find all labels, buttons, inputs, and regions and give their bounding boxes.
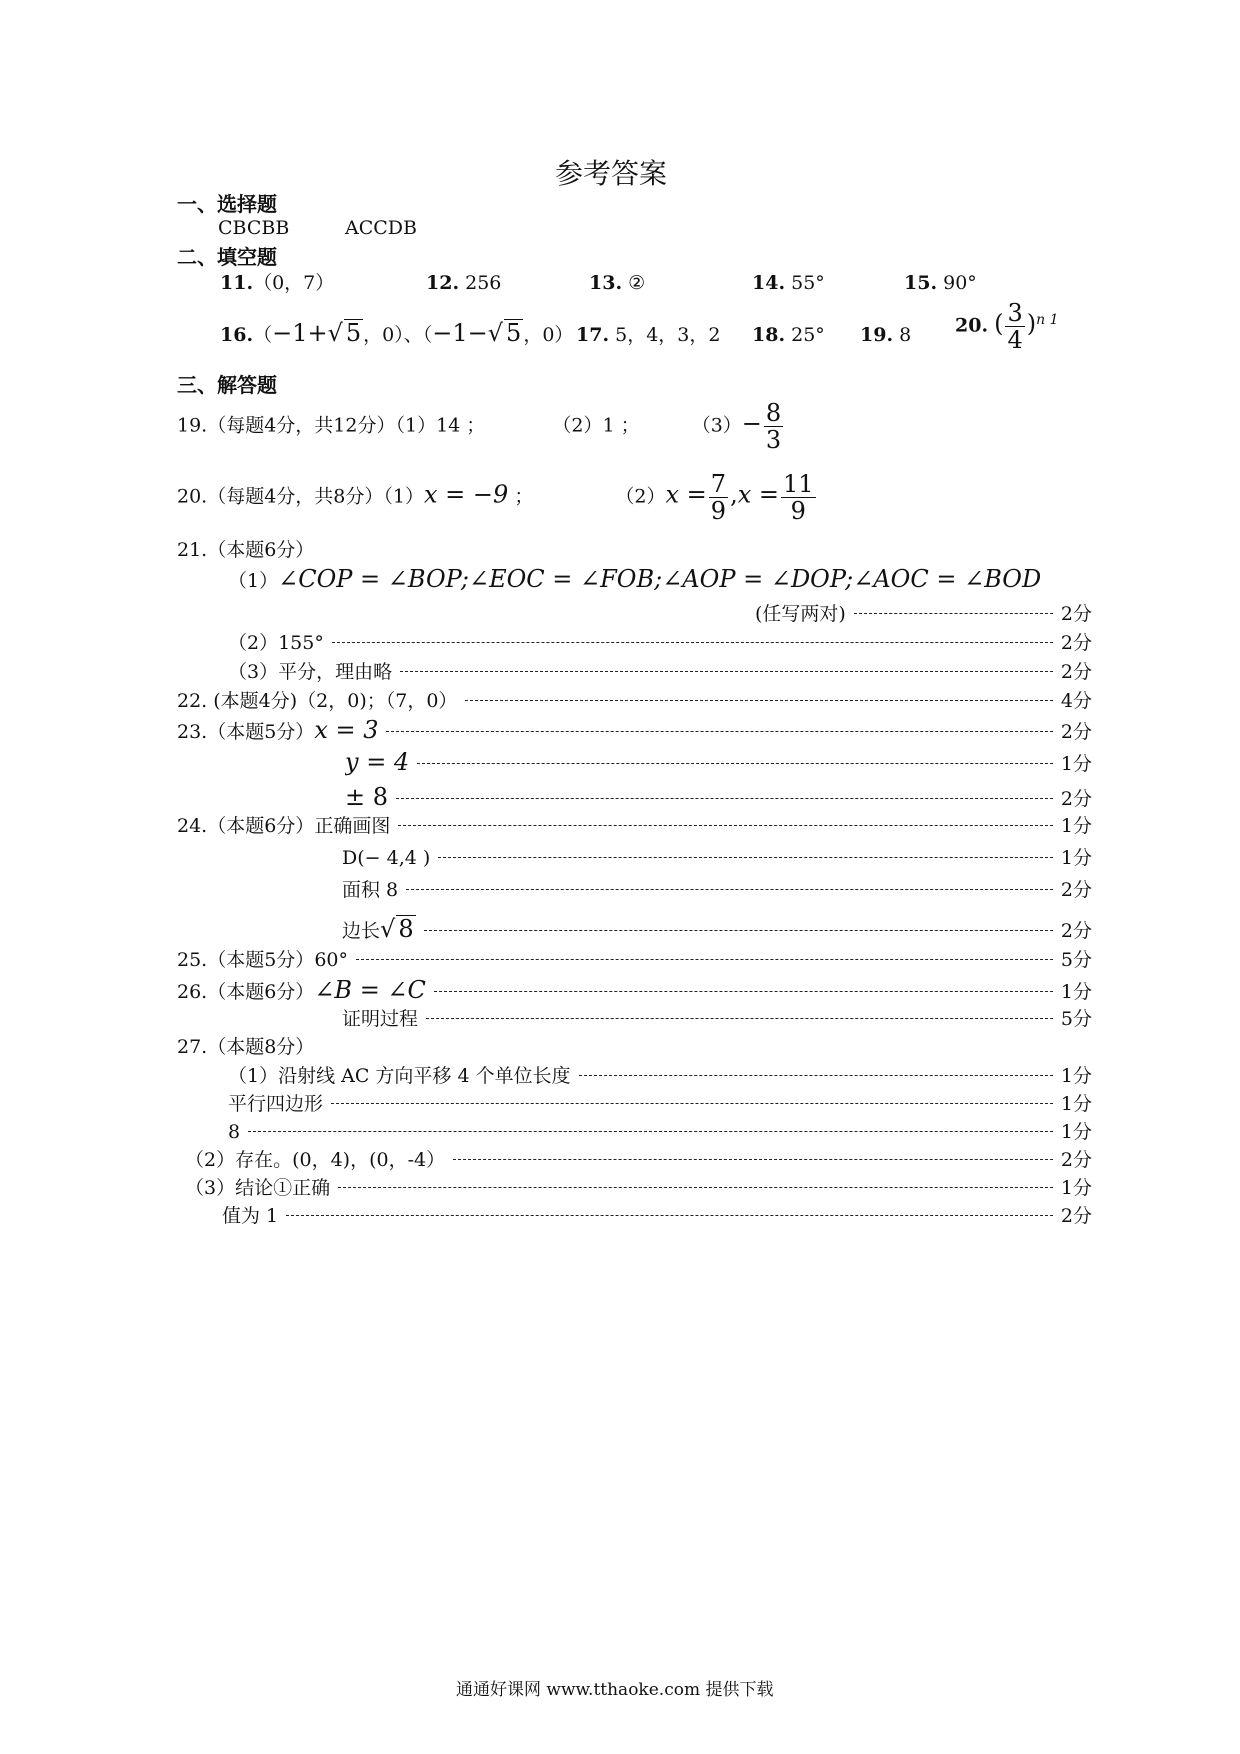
- q20-lead: 20.（每题4分，共8分）（1）: [177, 485, 424, 508]
- dashed-leader: [406, 889, 1053, 890]
- q23-c: ± 8: [345, 784, 389, 811]
- q27-d: （2）存在。(0，4)，(0，-4）: [185, 1149, 446, 1171]
- sqrt-icon: √: [327, 319, 343, 347]
- q14-answer: 55°: [791, 272, 825, 294]
- q16-minus-one-minus: −1−: [432, 319, 488, 347]
- q22-text: 22. (本题4分)（2，0)；（7，0）: [177, 690, 458, 712]
- q26-b-points: 5分: [1060, 1008, 1092, 1030]
- q24-row-d: [342, 915, 1092, 944]
- q24-row-c: [342, 877, 1092, 903]
- q20-frac1-den: 9: [710, 497, 727, 525]
- q22-points: 4分: [1060, 690, 1092, 712]
- q27-b: 平行四边形: [228, 1093, 324, 1115]
- fill-q12: [426, 270, 501, 296]
- dashed-leader: [854, 613, 1053, 614]
- dashed-leader: [434, 991, 1053, 992]
- q24-b-points: 1分: [1060, 847, 1092, 869]
- q21-p3: （3）平分，理由略: [228, 661, 393, 683]
- q27-head: 27.（本题8分）: [177, 1036, 315, 1058]
- dashed-leader: [332, 642, 1053, 643]
- dashed-leader: [400, 671, 1053, 672]
- q24-d-points: 2分: [1060, 920, 1092, 942]
- q21-note-row: [755, 601, 1092, 627]
- q24-c: 面积 8: [342, 879, 399, 901]
- q27-row-e: [185, 1175, 1092, 1201]
- q27-row-b: [228, 1091, 1092, 1117]
- q27-f-points: 2分: [1060, 1205, 1092, 1227]
- sqrt-icon: √: [487, 319, 504, 347]
- q20-frac-2: [781, 471, 816, 524]
- q20-fraction: [1005, 300, 1024, 353]
- dashed-leader: [438, 857, 1053, 858]
- fill-q14: [752, 270, 825, 296]
- q24-b: D(− 4,4 ): [342, 847, 431, 869]
- q11-answer: （0，7）: [253, 272, 335, 294]
- q20-x1: x = −9: [423, 480, 509, 509]
- q24-d: 边长: [342, 920, 381, 942]
- q12-num: 12.: [426, 272, 460, 294]
- q20-frac1-num: 7: [710, 470, 727, 498]
- q25-head: 25.（本题5分）: [177, 949, 315, 971]
- choice-answers-2: ACCDB: [345, 217, 417, 239]
- q17-num: 17.: [576, 324, 610, 346]
- q20-exponent: n 1: [1036, 312, 1059, 329]
- q20-semicolon: ；: [514, 485, 534, 508]
- dashed-leader: [338, 1187, 1053, 1188]
- q19-numerator: 8: [765, 399, 782, 427]
- q20-rparen: ): [1026, 309, 1037, 338]
- q27-row-a: [228, 1063, 1092, 1089]
- q19-answer: 8: [899, 324, 912, 346]
- q23-head: 23.（本题5分）: [177, 721, 315, 743]
- q16-part-a: （: [253, 324, 273, 346]
- q27-row-d: [185, 1147, 1092, 1173]
- section-header-fill: 二、填空题: [177, 245, 277, 269]
- q21-p1-label: （1）: [228, 570, 279, 592]
- section-header-solutions: 三、解答题: [177, 373, 277, 397]
- q23-a: x = 3: [314, 717, 379, 744]
- q27-e-points: 1分: [1060, 1177, 1092, 1199]
- q24-row-a: [177, 813, 1092, 839]
- dashed-leader: [286, 1215, 1053, 1216]
- q21-p2-points: 2分: [1060, 632, 1092, 654]
- q19-part2: （2）1 ；: [552, 414, 640, 437]
- dashed-leader: [426, 1018, 1053, 1019]
- dashed-leader: [465, 700, 1052, 701]
- q20-numerator: 3: [1007, 299, 1023, 327]
- q16-part-b: ，0）、（: [363, 324, 433, 346]
- q23-c-points: 2分: [1060, 788, 1092, 810]
- q20-part2: （2）: [615, 485, 666, 508]
- q21-p3-row: [228, 659, 1092, 685]
- q24-a: 正确画图: [314, 815, 391, 837]
- q23-row-a: [177, 717, 1092, 745]
- solution-q20: [177, 471, 818, 524]
- q20-comma: ,: [730, 480, 738, 509]
- q18-answer: 25°: [791, 324, 825, 346]
- q23-a-points: 2分: [1060, 721, 1092, 743]
- dashed-leader: [386, 731, 1052, 732]
- q17-answer: 5，4，3，2: [615, 324, 721, 346]
- q22-row: [177, 688, 1092, 714]
- dashed-leader: [453, 1159, 1053, 1160]
- q27-c: 8: [228, 1121, 241, 1143]
- dashed-leader: [579, 1075, 1053, 1076]
- q20-xa: x =: [665, 480, 707, 509]
- q24-head: 24.（本题6分）: [177, 815, 315, 837]
- dashed-leader: [398, 825, 1053, 826]
- q27-a: （1）沿射线 AC 方向平移 4 个单位长度: [228, 1065, 571, 1087]
- q26-a-points: 1分: [1060, 981, 1092, 1003]
- q27-row-f: [222, 1203, 1092, 1229]
- q20-num: 20.: [955, 314, 989, 337]
- q19-fraction: [764, 400, 783, 453]
- q21-head: 21.（本题6分）: [177, 539, 315, 561]
- q27-a-points: 1分: [1060, 1065, 1092, 1087]
- q16-radicand-1: 5: [345, 319, 362, 347]
- q21-note-points: 2分: [1060, 603, 1092, 625]
- q21-note: (任写两对): [755, 603, 846, 625]
- dashed-leader: [417, 763, 1053, 764]
- q26-row-b: [342, 1006, 1092, 1032]
- q21-p3-points: 2分: [1060, 661, 1092, 683]
- q14-num: 14.: [752, 272, 786, 294]
- q27-row-c: [228, 1119, 1092, 1145]
- page-footer: 通通好课网 www.tthaoke.com 提供下载: [456, 1680, 774, 1700]
- choice-answers-1: CBCBB: [218, 217, 290, 239]
- section-header-choice: 一、选择题: [177, 192, 277, 216]
- dashed-leader: [356, 959, 1053, 960]
- fill-q17: [576, 322, 720, 348]
- q26-a: ∠B = ∠C: [314, 977, 426, 1004]
- fill-q15: [904, 270, 977, 296]
- q21-angles: ∠COP = ∠BOP;∠EOC = ∠FOB;∠AOP = ∠DOP;∠AOC = ∠BOD: [278, 565, 1042, 593]
- q16-radicand-2: 5: [506, 319, 522, 347]
- fill-q16: [220, 319, 573, 348]
- q20-frac2-den: 9: [790, 497, 806, 525]
- q19-part3: （3）: [691, 414, 742, 437]
- q25-points: 5分: [1060, 949, 1092, 971]
- q20-frac2-num: 11: [783, 470, 814, 498]
- q13-num: 13.: [589, 272, 623, 294]
- q27-c-points: 1分: [1060, 1121, 1092, 1143]
- q20-denominator: 4: [1007, 326, 1023, 354]
- dashed-leader: [248, 1131, 1053, 1132]
- q26-row-a: [177, 977, 1092, 1005]
- q16-minus-one-plus: −1+: [272, 319, 328, 347]
- dashed-leader: [396, 798, 1053, 799]
- q27-d-points: 2分: [1060, 1149, 1092, 1171]
- q21-p2-row: [228, 630, 1092, 656]
- fill-q19: [860, 322, 911, 348]
- q25-row: [177, 947, 1092, 973]
- q19-lead: 19.（每题4分，共12分）（1）14 ；: [177, 414, 486, 437]
- dashed-leader: [331, 1103, 1053, 1104]
- dashed-leader: [424, 930, 1053, 931]
- q19-denominator: 3: [765, 426, 782, 454]
- q23-b: y = 4: [345, 749, 410, 776]
- fill-q20: [955, 300, 1059, 353]
- q16-num: 16.: [220, 324, 254, 346]
- q19-neg: −: [741, 409, 762, 438]
- q12-answer: 256: [465, 272, 502, 294]
- solution-q19: [177, 400, 785, 453]
- q21-p2: （2）155°: [228, 632, 324, 654]
- q18-num: 18.: [752, 324, 786, 346]
- q11-num: 11.: [220, 272, 254, 294]
- q15-num: 15.: [904, 272, 938, 294]
- q23-row-b: [345, 749, 1092, 777]
- q13-answer: ②: [628, 272, 646, 294]
- q24-a-points: 1分: [1060, 815, 1092, 837]
- fill-q13: [589, 270, 645, 296]
- q27-b-points: 1分: [1060, 1093, 1092, 1115]
- q27-f: 值为 1: [222, 1205, 279, 1227]
- q20-xb: x =: [737, 480, 779, 509]
- q20-frac-1: [709, 471, 728, 524]
- fill-q18: [752, 322, 825, 348]
- sqrt-icon: √: [380, 915, 396, 943]
- q15-answer: 90°: [943, 272, 977, 294]
- q23-row-c: [345, 784, 1092, 812]
- q24-c-points: 2分: [1060, 879, 1092, 901]
- q20-lparen: (: [994, 309, 1004, 338]
- q23-b-points: 1分: [1060, 753, 1092, 775]
- q25-a: 60°: [314, 949, 348, 971]
- q24-d-radicand: 8: [398, 915, 414, 943]
- q19-num: 19.: [860, 324, 894, 346]
- q21-part1: [228, 566, 1041, 594]
- q16-part-c: ，0）: [523, 324, 574, 346]
- q26-b: 证明过程: [342, 1008, 419, 1030]
- page-title: 参考答案: [555, 157, 668, 190]
- fill-q11: [220, 270, 334, 296]
- q27-e: （3）结论①正确: [185, 1177, 331, 1199]
- q26-head: 26.（本题6分）: [177, 981, 315, 1003]
- q24-row-b: [342, 845, 1092, 871]
